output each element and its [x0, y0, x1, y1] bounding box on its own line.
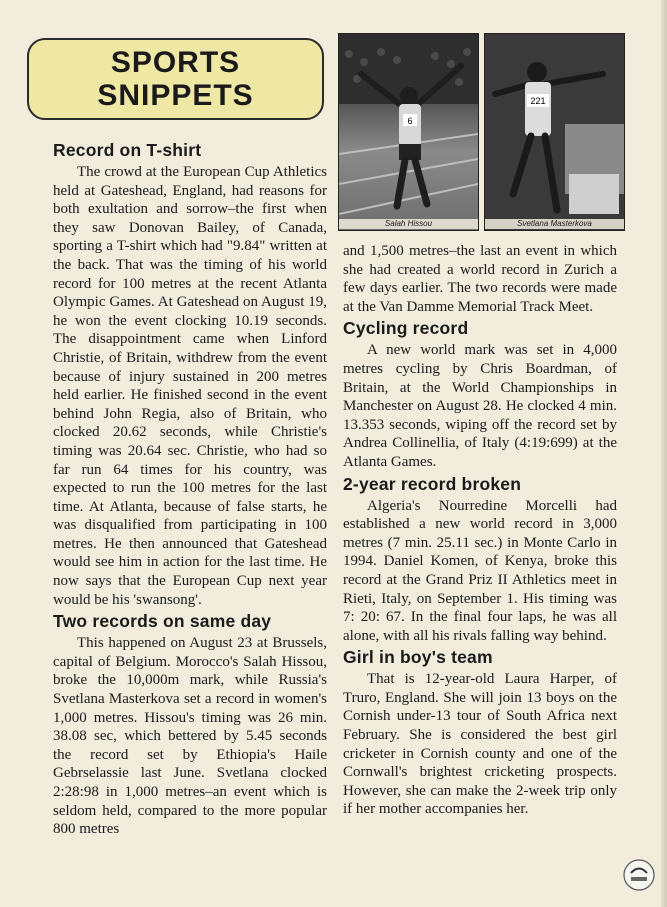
photo-caption-1: Salah Hissou [339, 219, 478, 229]
photo-salah-hissou [338, 33, 479, 231]
heading-girl-in-boys-team: Girl in boy's team [343, 647, 493, 668]
photo-caption-2: Svetlana Masterkova [485, 219, 624, 229]
body-girl-in-boys-team: That is 12-year-old Laura Harper, of Truro, England. She will join 13 boys on the Cornish under-13 tour of South Africa next February. She is considered the best girl cricketer in Cornish county and one of the Cornwall's brightest cricketing prospects. However, she can make the 2-week trip only if her mother accompanies her. [343, 671, 617, 818]
heading-record-on-tshirt: Record on T-shirt [53, 140, 202, 160]
title-line-1: SPORTS [110, 46, 241, 79]
body-two-year-record: Algeria's Nourredine Morcelli had established a new world record in 3,000 metres (7 min. 25.11 sec.) in Monte Carlo in 1994. Daniel Komen, of Kenya, broke this record at the Grand Priz II Athletics meet in Rieti, Italy, on September 1. His timing was 7: 20: 67. In the final four laps, he was all alone, with all his rivals falling way behind. [343, 497, 617, 644]
watermark-logo-icon [622, 858, 656, 892]
page-edge [661, 0, 667, 907]
heading-cycling-record: Cycling record [343, 318, 469, 339]
body-record-on-tshirt: The crowd at the European Cup Athletics held at Gateshead, England, had reasons for both exultation and sorrow–the first when they saw Donovan Bailey, of Canada, sporting a T-shirt which had "9.84" written at the back. That was the timing of his world record for 100 metres at the recent Atlanta Olympic Games. At Gateshead on August 19, he won the event clocking 10.19 seconds. The disappointment came when Linford Christie, of Britain, withdrew from the event because of injury sustained in 200 metres held earlier. He finished second in the event behind John Regia, also of Britain, who clocked 20.62 seconds, while Christie's timing was 20.64 sec. Christie, who had so far run 64 times for his country, was expected to run the 100 metres for the last time. At Atlanta, because of false starts, he was disqualified from participating in 100 metres. He then announced that Gateshead would see him in action for the last time. He now says that the European Cup next year would be his 'swansong'. [53, 164, 327, 608]
photo-svetlana-masterkova [484, 33, 625, 231]
body-two-records-part1: This happened on August 23 at Brussels, capital of Belgium. Morocco's Salah Hissou, broke the 10,000m mark, while Russia's Svetlana Masterkova set a record in women's 1,000 metres. Hissou's timing was 26 min. 38.08 sec, which bettered by 5.45 seconds the record set by Ethiopia's Haile Gebrselassie last June. Svetlana clocked 2:28:98 in 1,000 metres–an event which is seldom held, compared to the more popular 800 metres [53, 635, 327, 838]
left-column [53, 138, 327, 839]
body-cycling-record: A new world mark was set in 4,000 metres cycling by Chris Boardman, of Britain, at the World Championships in Manchester on August 28. He clocked 4 min. 13.353 seconds, wiping off the record set by Andrea Collinellia, of Italy (4:19:699) at the Atlanta Games. [343, 342, 617, 470]
bib-number-2: 221 [530, 96, 546, 106]
sports-snippets-title-box [27, 38, 324, 120]
runner-illustration-2 [485, 34, 624, 230]
runner-illustration [339, 34, 478, 230]
heading-two-year-record: 2-year record broken [343, 473, 522, 494]
heading-two-records: Two records on same day [53, 611, 272, 632]
title-line-2: SNIPPETS [97, 79, 254, 112]
right-column [343, 242, 617, 819]
body-two-records-part2: and 1,500 metres–the last an event in which she had created a world record in Zurich a few days earlier. The two records were made at the Van Damme Memorial Track Meet. [343, 243, 617, 315]
bib-number-1: 6 [407, 116, 413, 126]
